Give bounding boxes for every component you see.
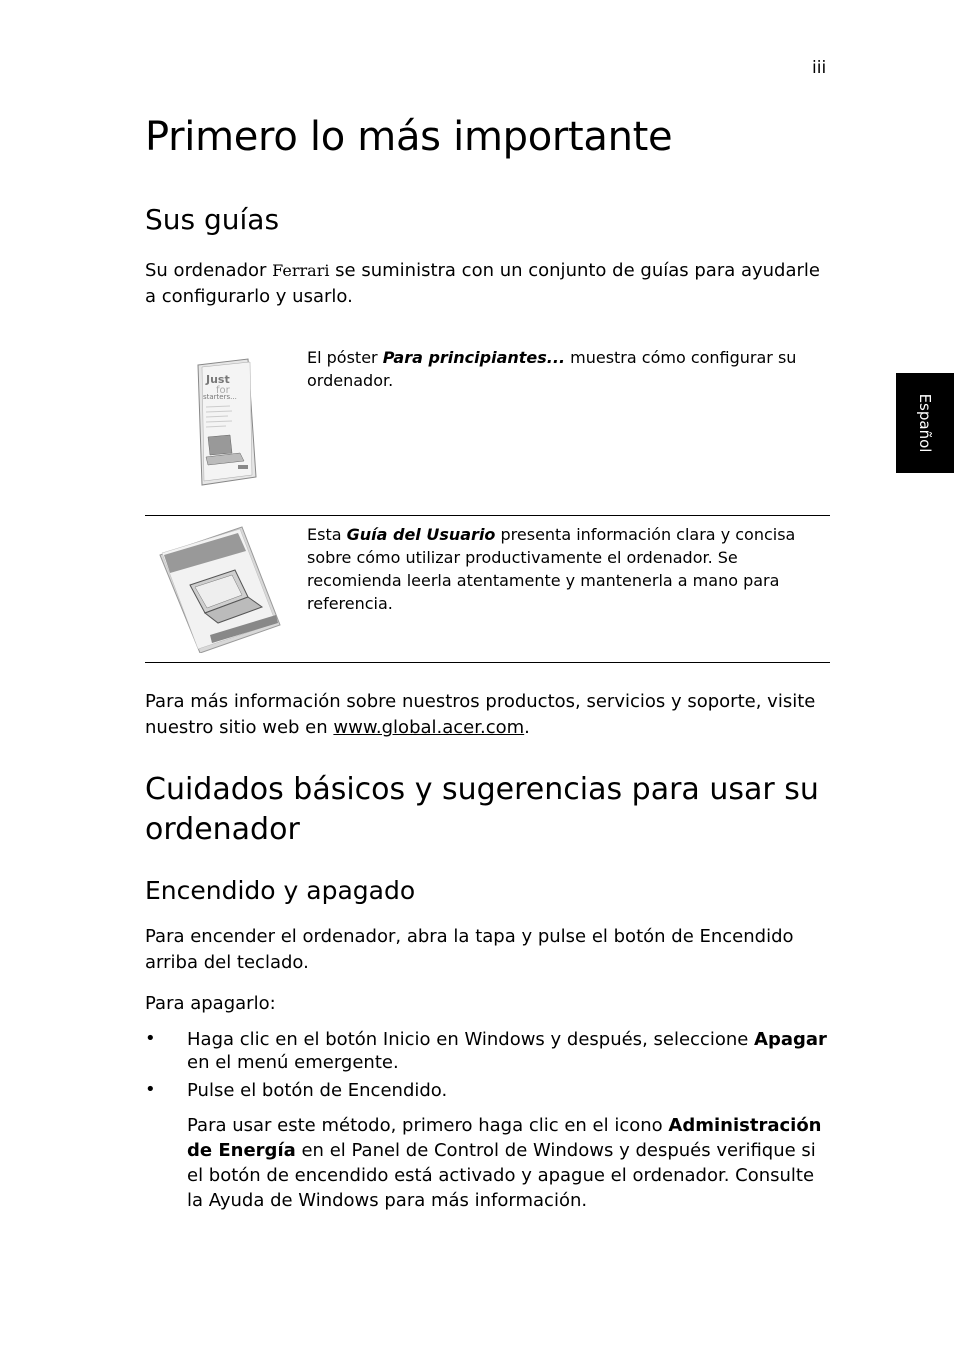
poster-title: Para principiantes... (382, 348, 566, 367)
power-off-intro: Para apagarlo: (145, 993, 276, 1014)
divider (145, 515, 830, 516)
power-on-paragraph: Para encender el ordenador, abra la tapa y pulse el botón de Encendido arriba del teclado. (145, 926, 794, 973)
section-heading-guides: Sus guías (145, 203, 280, 236)
website-link[interactable]: www.global.acer.com (333, 717, 525, 738)
poster-text-for: for (216, 385, 230, 396)
user-guide-title: Guía del Usuario (346, 525, 496, 544)
subheading-power: Encendido y apagado (145, 876, 416, 905)
power-button-detail: Para usar este método, primero haga clic en el icono Administración de Energía en el Panel de Control de Windows y después verifique si el botón de encendido está activado y apague el ordenador. Consulte la Ayuda de Windows para más información. (187, 1115, 822, 1211)
bullet-item-start-menu: Haga clic en el botón Inicio en Windows y después, seleccione Apagar en el menú emergente. (187, 1029, 827, 1073)
brand-name: Ferrari (272, 261, 330, 280)
bullet-marker: • (145, 1079, 156, 1100)
apagar-term: Apagar (754, 1029, 827, 1050)
bullet-marker: • (145, 1028, 156, 1049)
more-info-paragraph: Para más información sobre nuestros productos, servicios y soporte, visite nuestro sitio web en www.global.acer.com. (145, 691, 816, 738)
power-management-term: Administración de Energía (187, 1115, 822, 1161)
starters-poster-image (190, 357, 260, 487)
user-guide-image (150, 525, 285, 653)
poster-description: El póster Para principiantes... muestra cómo configurar su ordenador. (307, 348, 797, 390)
language-tab-label: Español (916, 393, 934, 453)
user-guide-description: Esta Guía del Usuario presenta información clara y concisa sobre cómo utilizar productivamente el ordenador. Se recomienda leerla atentamente y mantenerla a mano para referencia. (307, 525, 796, 613)
page-number: iii (812, 58, 827, 78)
poster-text-starters: starters... (203, 393, 237, 401)
guides-intro: Su ordenador Ferrari se suministra con un conjunto de guías para ayudarle a configurarlo y usarlo. (145, 260, 820, 307)
bullet-item-power-button: Pulse el botón de Encendido. (187, 1080, 448, 1101)
language-tab (896, 373, 954, 473)
page-title: Primero lo más importante (145, 114, 673, 160)
section-heading-care: Cuidados básicos y sugerencias para usar su ordenador (145, 772, 819, 847)
poster-text-just: Just (206, 373, 230, 386)
divider (145, 662, 830, 663)
